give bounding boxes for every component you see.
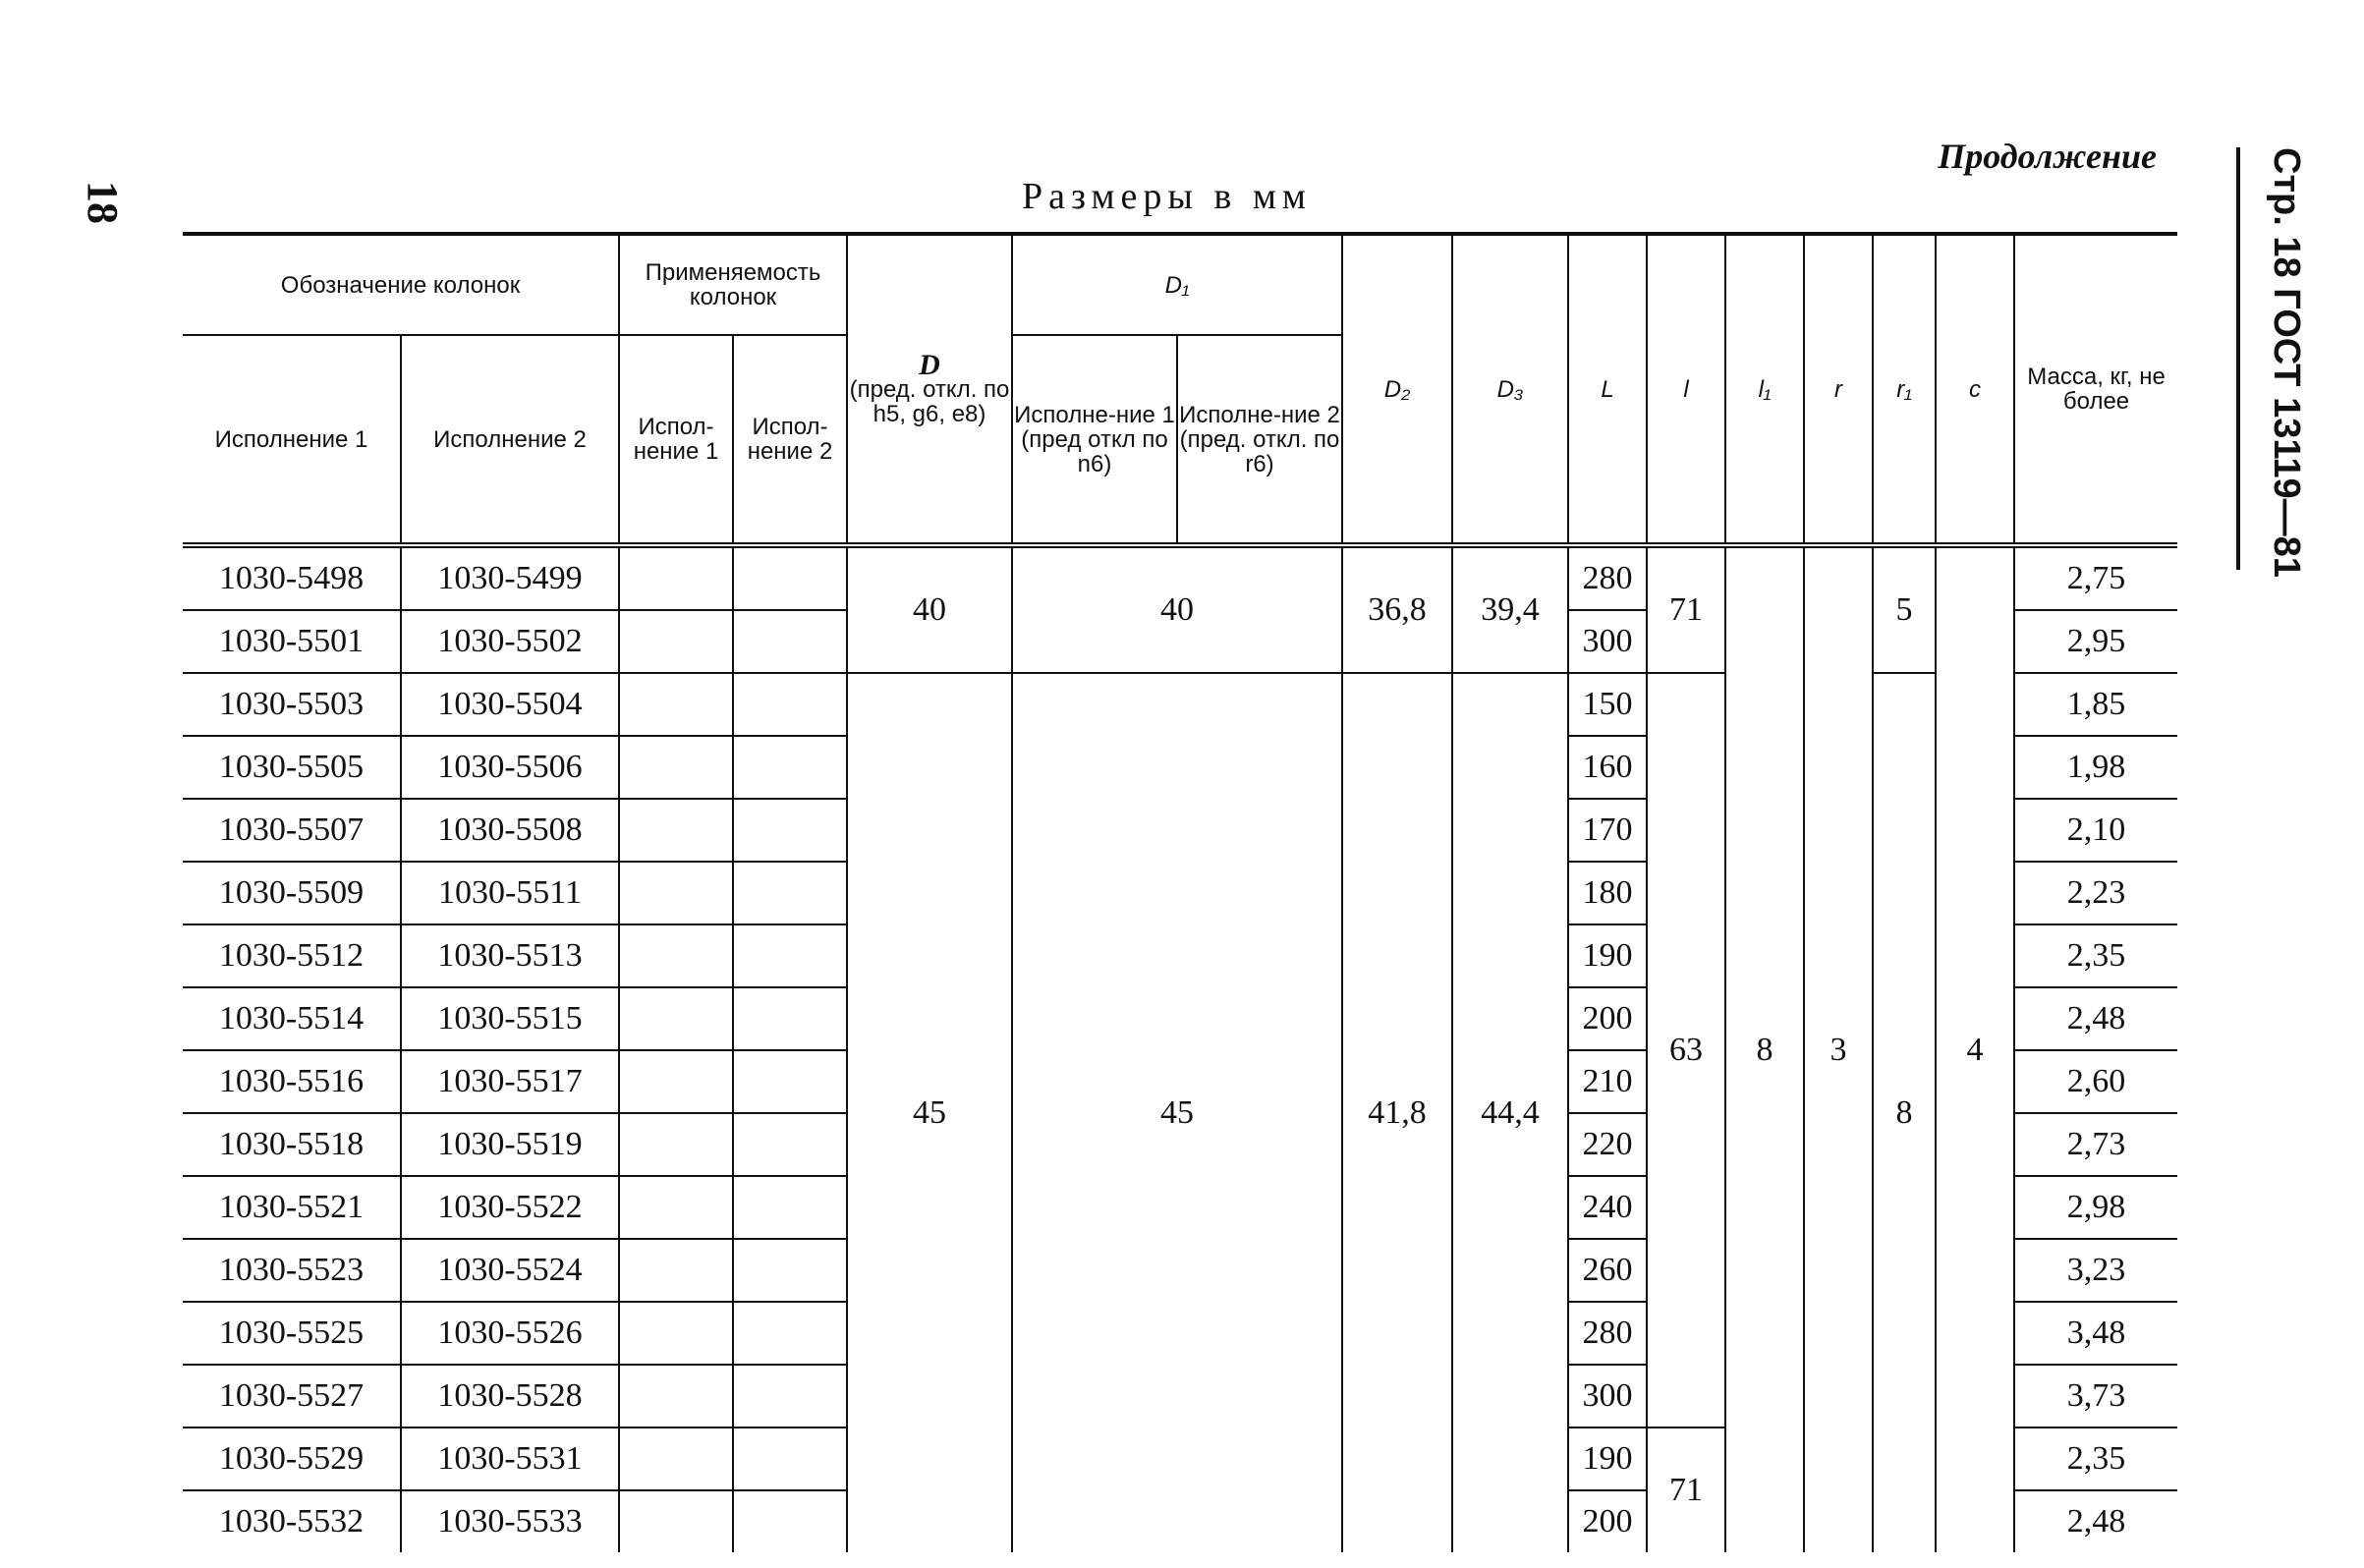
designation-v1: 1030-5498 <box>183 545 401 610</box>
header-d1-variant1: Исполне-ние 1 (пред откл по n6) <box>1012 335 1177 545</box>
l-length-value: 240 <box>1568 1176 1647 1239</box>
header-d1-variant2: Исполне-ние 2 (пред. откл. по r6) <box>1177 335 1342 545</box>
header-app-variant1: Испол-нение 1 <box>619 335 733 545</box>
l-length-value: 160 <box>1568 736 1647 799</box>
designation-v2: 1030-5524 <box>401 1239 619 1302</box>
r1-value: 8 <box>1873 673 1936 1552</box>
app-v2-cell <box>733 610 847 673</box>
app-v2-cell <box>733 1176 847 1239</box>
l-length-value: 210 <box>1568 1050 1647 1113</box>
header-d2: D₂ <box>1342 234 1452 545</box>
app-v2-cell <box>733 862 847 924</box>
header-d-symbol: D <box>919 348 940 381</box>
l-length-value: 180 <box>1568 862 1647 924</box>
app-v1-cell <box>619 1365 733 1428</box>
mass-value: 2,73 <box>2014 1113 2177 1176</box>
mass-value: 1,85 <box>2014 673 2177 736</box>
designation-v2: 1030-5506 <box>401 736 619 799</box>
app-v1-cell <box>619 1490 733 1552</box>
c-value: 4 <box>1936 545 2014 1552</box>
designation-v2: 1030-5502 <box>401 610 619 673</box>
mass-value: 2,48 <box>2014 1490 2177 1552</box>
mass-value: 3,48 <box>2014 1302 2177 1365</box>
r-value: 3 <box>1804 545 1873 1552</box>
app-v1-cell <box>619 987 733 1050</box>
app-v1-cell <box>619 1428 733 1490</box>
header-d1: D₁ <box>1012 234 1342 335</box>
app-v1-cell <box>619 673 733 736</box>
designation-v2: 1030-5504 <box>401 673 619 736</box>
mass-value: 2,75 <box>2014 545 2177 610</box>
app-v1-cell <box>619 799 733 862</box>
mass-value: 3,23 <box>2014 1239 2177 1302</box>
designation-v1: 1030-5503 <box>183 673 401 736</box>
l-length-value: 260 <box>1568 1239 1647 1302</box>
header-app-variant2: Испол-нение 2 <box>733 335 847 545</box>
l1-value: 8 <box>1725 545 1804 1552</box>
app-v2-cell <box>733 1239 847 1302</box>
mass-value: 2,23 <box>2014 862 2177 924</box>
r1-value: 5 <box>1873 545 1936 673</box>
l-length-value: 300 <box>1568 1365 1647 1428</box>
d1-value: 45 <box>1012 673 1342 1552</box>
designation-v2: 1030-5515 <box>401 987 619 1050</box>
d1-value: 40 <box>1012 545 1342 673</box>
mass-value: 1,98 <box>2014 736 2177 799</box>
designation-v1: 1030-5527 <box>183 1365 401 1428</box>
mass-value: 2,60 <box>2014 1050 2177 1113</box>
app-v2-cell <box>733 987 847 1050</box>
d-value: 45 <box>847 673 1012 1552</box>
continuation-label: Продолжение <box>1938 137 2157 176</box>
mass-value: 2,35 <box>2014 924 2177 987</box>
mass-value: 2,35 <box>2014 1428 2177 1490</box>
designation-v1: 1030-5523 <box>183 1239 401 1302</box>
columns-spec-table <box>183 232 2177 1552</box>
app-v1-cell <box>619 924 733 987</box>
header-variant1: Исполнение 1 <box>183 335 401 545</box>
app-v1-cell <box>619 545 733 610</box>
page-number: 18 <box>79 181 127 224</box>
units-caption: Размеры в мм <box>1022 176 1312 217</box>
side-rule <box>2236 147 2240 570</box>
l-length-value: 280 <box>1568 545 1647 610</box>
l-length-value: 220 <box>1568 1113 1647 1176</box>
header-applicability: Применяемость колонок <box>619 234 847 335</box>
app-v2-cell <box>733 1490 847 1552</box>
designation-v1: 1030-5505 <box>183 736 401 799</box>
header-d <box>847 234 1012 545</box>
app-v1-cell <box>619 1113 733 1176</box>
header-designation: Обозначение колонок <box>183 234 619 335</box>
header-d-note: (пред. откл. по h5, g6, e8) <box>849 375 1010 427</box>
app-v2-cell <box>733 1365 847 1428</box>
side-stamp <box>2266 147 2308 578</box>
app-v1-cell <box>619 1176 733 1239</box>
designation-v1: 1030-5514 <box>183 987 401 1050</box>
d-value: 40 <box>847 545 1012 673</box>
header-c: c <box>1936 234 2014 545</box>
d2-value: 36,8 <box>1342 545 1452 673</box>
app-v2-cell <box>733 736 847 799</box>
header-variant2: Исполнение 2 <box>401 335 619 545</box>
designation-v2: 1030-5513 <box>401 924 619 987</box>
designation-v1: 1030-5525 <box>183 1302 401 1365</box>
designation-v1: 1030-5509 <box>183 862 401 924</box>
header-d3: D₃ <box>1452 234 1568 545</box>
mass-value: 2,10 <box>2014 799 2177 862</box>
designation-v2: 1030-5499 <box>401 545 619 610</box>
d2-value: 41,8 <box>1342 673 1452 1552</box>
l-length-value: 280 <box>1568 1302 1647 1365</box>
app-v1-cell <box>619 862 733 924</box>
app-v2-cell <box>733 1113 847 1176</box>
l-length-value: 200 <box>1568 1490 1647 1552</box>
l-length-value: 190 <box>1568 924 1647 987</box>
designation-v1: 1030-5516 <box>183 1050 401 1113</box>
mass-value: 2,95 <box>2014 610 2177 673</box>
designation-v2: 1030-5528 <box>401 1365 619 1428</box>
app-v2-cell <box>733 673 847 736</box>
header-mass: Масса, кг, не более <box>2014 234 2177 545</box>
designation-v1: 1030-5512 <box>183 924 401 987</box>
mass-value: 3,73 <box>2014 1365 2177 1428</box>
l-value: 71 <box>1647 1428 1725 1552</box>
header-r: r <box>1804 234 1873 545</box>
l-length-value: 170 <box>1568 799 1647 862</box>
app-v2-cell <box>733 1050 847 1113</box>
d3-value: 39,4 <box>1452 545 1568 673</box>
table-row <box>183 545 2177 610</box>
designation-v2: 1030-5508 <box>401 799 619 862</box>
table-body <box>183 545 2177 1552</box>
l-length-value: 150 <box>1568 673 1647 736</box>
l-value: 71 <box>1647 545 1725 673</box>
l-value: 63 <box>1647 673 1725 1428</box>
designation-v1: 1030-5529 <box>183 1428 401 1490</box>
table-row <box>183 673 2177 736</box>
app-v1-cell <box>619 736 733 799</box>
l-length-value: 190 <box>1568 1428 1647 1490</box>
designation-v2: 1030-5522 <box>401 1176 619 1239</box>
designation-v1: 1030-5507 <box>183 799 401 862</box>
app-v1-cell <box>619 1239 733 1302</box>
designation-v1: 1030-5501 <box>183 610 401 673</box>
designation-v2: 1030-5526 <box>401 1302 619 1365</box>
header-l: l <box>1647 234 1725 545</box>
app-v1-cell <box>619 610 733 673</box>
app-v1-cell <box>619 1302 733 1365</box>
designation-v2: 1030-5517 <box>401 1050 619 1113</box>
d3-value: 44,4 <box>1452 673 1568 1552</box>
app-v2-cell <box>733 924 847 987</box>
designation-v2: 1030-5531 <box>401 1428 619 1490</box>
app-v2-cell <box>733 799 847 862</box>
l-length-value: 200 <box>1568 987 1647 1050</box>
header-l1: l₁ <box>1725 234 1804 545</box>
designation-v2: 1030-5519 <box>401 1113 619 1176</box>
l-length-value: 300 <box>1568 610 1647 673</box>
app-v2-cell <box>733 1302 847 1365</box>
side-stamp-text: Стр. 18 ГОСТ 13119—81 <box>2266 147 2307 578</box>
designation-v1: 1030-5518 <box>183 1113 401 1176</box>
mass-value: 2,48 <box>2014 987 2177 1050</box>
designation-v2: 1030-5533 <box>401 1490 619 1552</box>
designation-v1: 1030-5532 <box>218 1503 365 1540</box>
app-v2-cell <box>733 1428 847 1490</box>
designation-v2: 1030-5511 <box>401 862 619 924</box>
header-L: L <box>1568 234 1647 545</box>
app-v1-cell <box>619 1050 733 1113</box>
mass-value: 2,98 <box>2014 1176 2177 1239</box>
app-v2-cell <box>733 545 847 610</box>
designation-v1: 1030-5521 <box>183 1176 401 1239</box>
header-r1: r₁ <box>1873 234 1936 545</box>
